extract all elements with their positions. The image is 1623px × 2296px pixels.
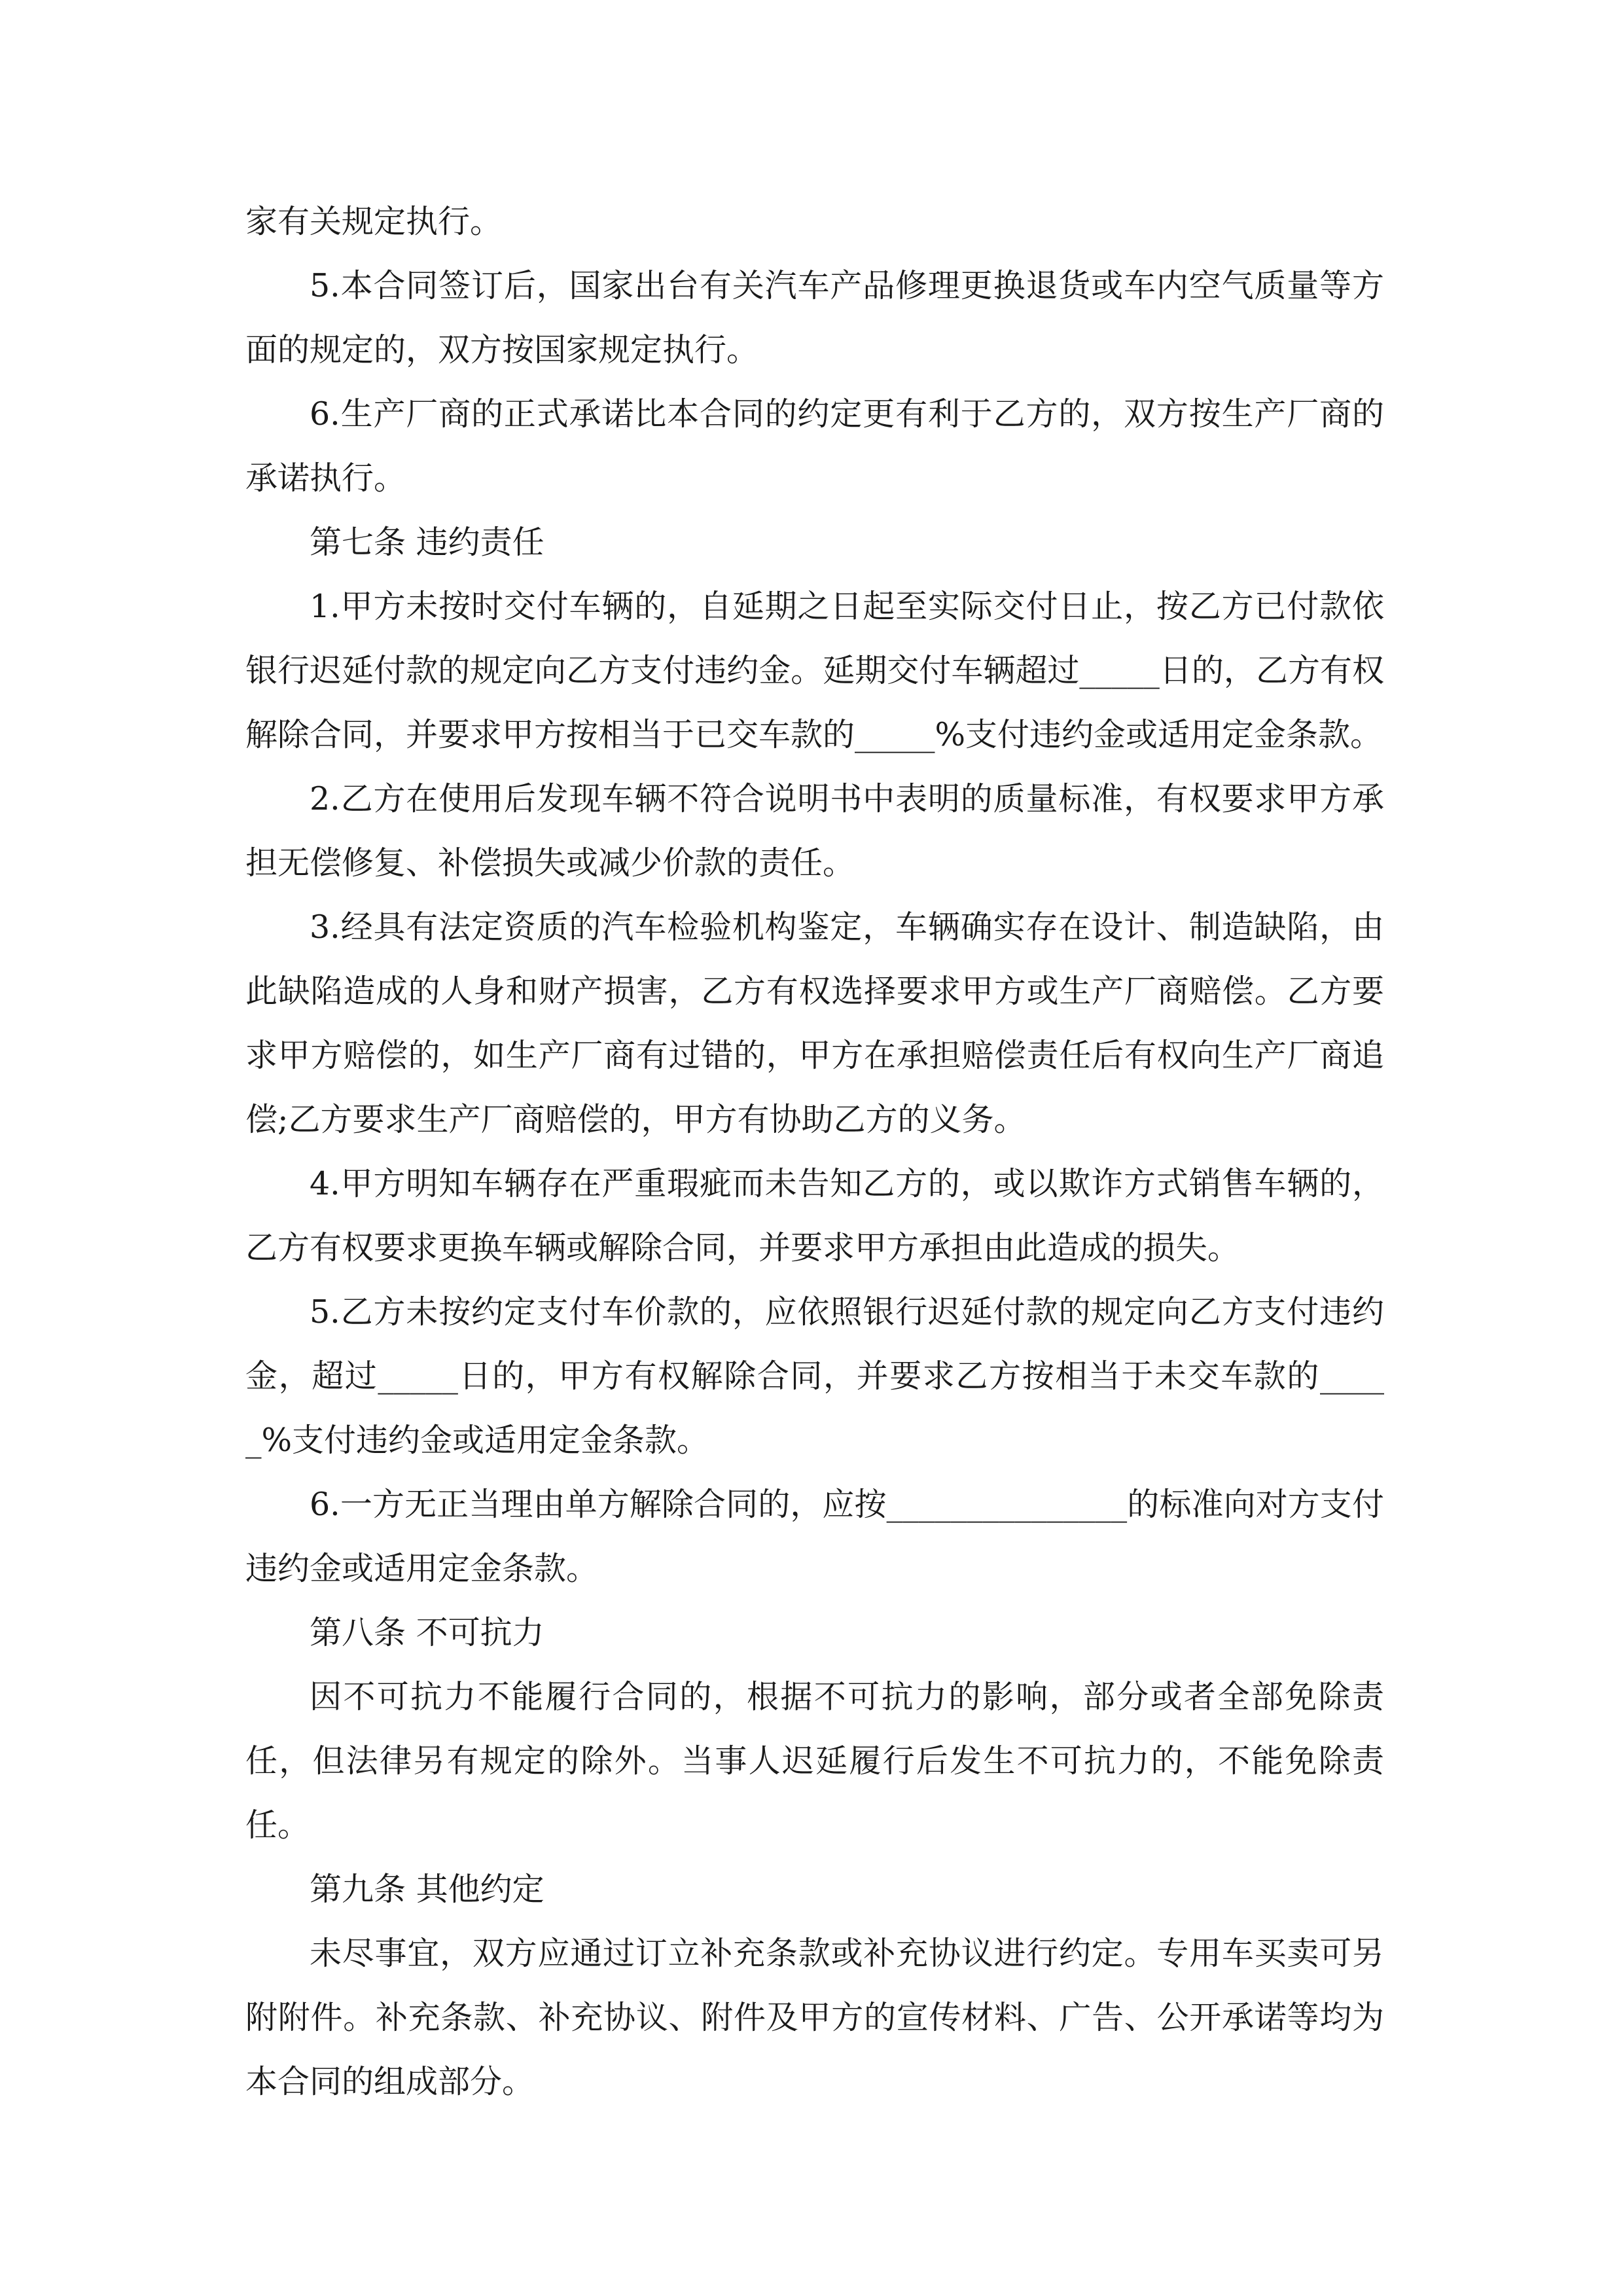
article-7-item-6: 6.一方无正当理由单方解除合同的，应按_______________的标准向对方支付违约金或适用定金条款。 bbox=[245, 1486, 1384, 1587]
article-7-item-3: 3.经具有法定资质的汽车检验机构鉴定，车辆确实存在设计、制造缺陷，由此缺陷造成的人身和财产损害，乙方有权选择要求甲方或生产厂商赔偿。乙方要求甲方赔偿的，如生产厂商有过错的，甲方在承担赔偿责任后有权向生产厂商追偿;乙方要求生产厂商赔偿的，甲方有协助乙方的义务。 bbox=[245, 908, 1384, 1138]
article-7-heading: 第七条 违约责任 bbox=[310, 524, 544, 561]
article-8-body: 因不可抗力不能履行合同的，根据不可抗力的影响，部分或者全部免除责任，但法律另有规定的除外。当事人迟延履行后发生不可抗力的，不能免除责任。 bbox=[245, 1678, 1384, 1844]
article-7-item-5: 5.乙方未按约定支付车价款的，应依照银行迟延付款的规定向乙方支付违约金，超过_____日的，甲方有权解除合同，并要求乙方按相当于未交车款的_____%支付违约金或适用定金条款。 bbox=[245, 1293, 1384, 1459]
paragraph-continuation: 家有关规定执行。 bbox=[245, 203, 503, 240]
article-7-item-2: 2.乙方在使用后发现车辆不符合说明书中表明的质量标准，有权要求甲方承担无偿修复、补偿损失或减少价款的责任。 bbox=[245, 780, 1384, 882]
clause-6-item-5: 5.本合同签订后，国家出台有关汽车产品修理更换退货或车内空气质量等方面的规定的，双方按国家规定执行。 bbox=[245, 267, 1384, 368]
article-9-body: 未尽事宜，双方应通过订立补充条款或补充协议进行约定。专用车买卖可另附附件。补充条款、补充协议、附件及甲方的宣传材料、广告、公开承诺等均为本合同的组成部分。 bbox=[245, 1935, 1384, 2100]
article-9-heading: 第九条 其他约定 bbox=[310, 1871, 544, 1908]
clause-6-item-6: 6.生产厂商的正式承诺比本合同的约定更有利于乙方的，双方按生产厂商的承诺执行。 bbox=[245, 395, 1384, 497]
article-8-heading: 第八条 不可抗力 bbox=[310, 1614, 544, 1651]
article-7-item-1: 1.甲方未按时交付车辆的，自延期之日起至实际交付日止，按乙方已付款依银行迟延付款的规定向乙方支付违约金。延期交付车辆超过_____日的，乙方有权解除合同，并要求甲方按相当于已交车款的_____%支付违约金或适用定金条款。 bbox=[245, 588, 1384, 753]
article-7-item-4: 4.甲方明知车辆存在严重瑕疵而未告知乙方的，或以欺诈方式销售车辆的，乙方有权要求更换车辆或解除合同，并要求甲方承担由此造成的损失。 bbox=[245, 1165, 1384, 1266]
contract-body bbox=[245, 190, 1384, 2114]
